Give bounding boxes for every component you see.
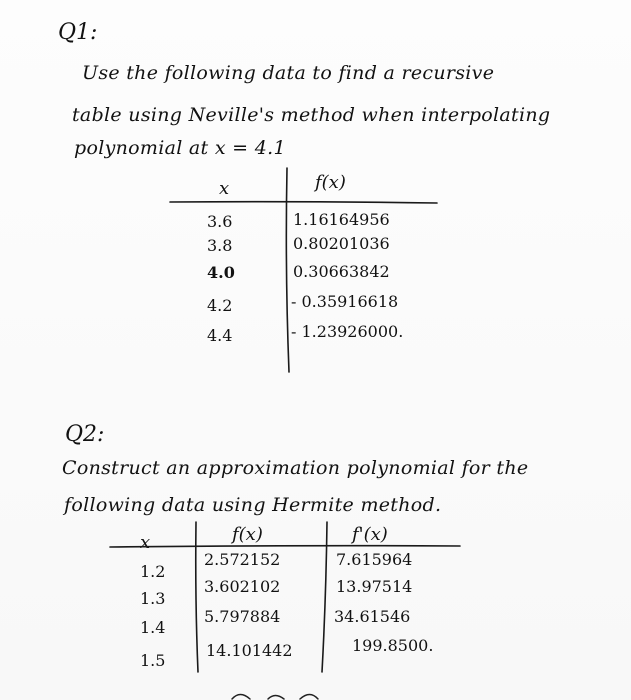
q1-row-2-fx: 0.80201036 xyxy=(293,234,390,253)
q2-header-underline xyxy=(110,546,460,547)
q2-row-1-x: 1.2 xyxy=(140,562,166,581)
q2-header-fx: f(x) xyxy=(232,524,263,545)
q2-row-4-fx: 14.101442 xyxy=(206,641,293,660)
q1-label: Q1: xyxy=(58,20,98,45)
q1-row-1-x: 3.6 xyxy=(207,212,233,231)
q2-column-divider-2 xyxy=(322,522,327,672)
q2-header-x: x xyxy=(140,532,151,553)
q1-header-underline xyxy=(170,202,437,203)
q1-row-4-fx: - 0.35916618 xyxy=(291,292,399,311)
bottom-scribble-2 xyxy=(268,696,284,700)
q1-column-divider xyxy=(286,168,289,372)
q2-row-4-dfx: 199.8500. xyxy=(352,636,434,655)
q2-row-3-fx: 5.797884 xyxy=(204,607,281,626)
q2-row-3-dfx: 34.61546 xyxy=(334,607,411,626)
q2-row-2-x: 1.3 xyxy=(140,589,166,608)
q1-line-3: polynomial at x = 4.1 xyxy=(74,137,286,159)
q2-label: Q2: xyxy=(65,422,105,447)
q1-row-3-fx: 0.30663842 xyxy=(293,262,390,281)
q1-row-1-fx: 1.16164956 xyxy=(293,210,390,229)
q2-row-3-x: 1.4 xyxy=(140,618,166,637)
q1-row-4-x: 4.2 xyxy=(207,296,233,315)
q1-row-3-x: 4.0 xyxy=(207,263,235,282)
q2-column-divider-1 xyxy=(196,522,198,672)
q1-row-5-x: 4.4 xyxy=(207,326,233,345)
q1-row-5-fx: - 1.23926000. xyxy=(291,322,404,341)
bottom-scribble-3 xyxy=(300,695,318,700)
q2-row-2-dfx: 13.97514 xyxy=(336,577,413,596)
q2-row-1-fx: 2.572152 xyxy=(204,550,281,569)
q2-row-2-fx: 3.602102 xyxy=(204,577,281,596)
q2-row-4-x: 1.5 xyxy=(140,651,166,670)
bottom-scribble-1 xyxy=(232,695,250,700)
q2-row-1-dfx: 7.615964 xyxy=(336,550,413,569)
q1-line-2: table using Neville's method when interpolating xyxy=(72,104,551,126)
q1-line-1: Use the following data to find a recursive xyxy=(82,62,495,84)
q1-header-x: x xyxy=(219,178,230,199)
q2-header-dfx: f'(x) xyxy=(352,524,388,545)
q1-row-2-x: 3.8 xyxy=(207,236,233,255)
q2-line-2: following data using Hermite method. xyxy=(64,494,442,516)
q2-line-1: Construct an approximation polynomial for the xyxy=(62,457,529,479)
q1-header-fx: f(x) xyxy=(315,172,346,193)
